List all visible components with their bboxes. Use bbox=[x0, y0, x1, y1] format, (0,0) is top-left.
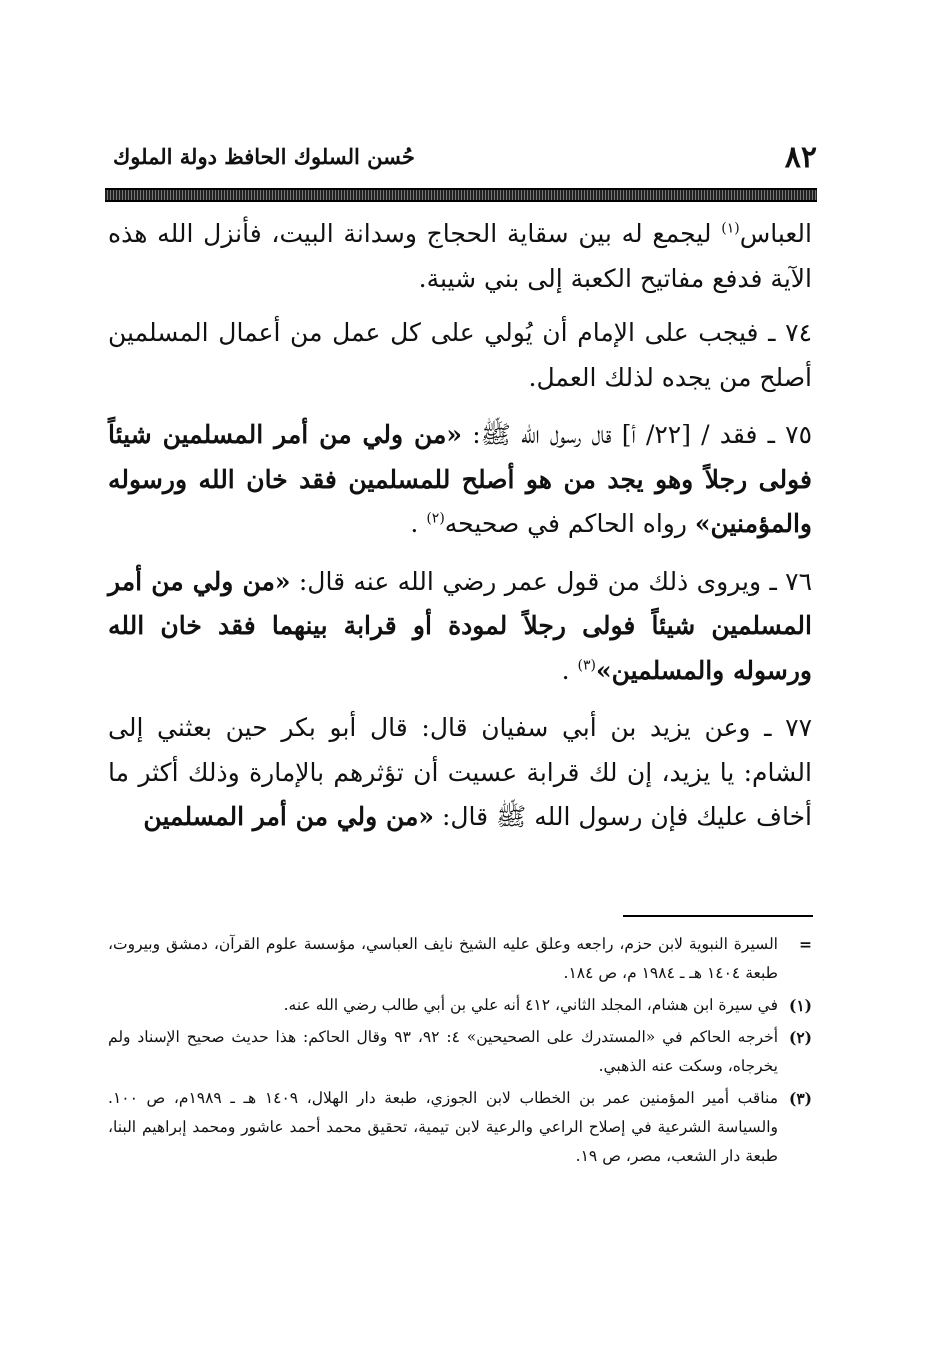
footnote-marker: (٢) bbox=[788, 1028, 812, 1047]
paragraph-intro: ٧٧ ـ وعن يزيد بن أبي سفيان قال: قال أبو بكر حين بعثني إلى الشام: يا يزيد، إن لك قرابة عسيت أن تؤثرهم بالإمارة وذلك أكثر ما أخاف عليك فإن رسول الله ﷺ قال: bbox=[108, 713, 812, 831]
footnote-marker: (١) bbox=[788, 996, 812, 1015]
paragraph-76 bbox=[108, 560, 812, 694]
main-text bbox=[108, 212, 812, 853]
hadith-quote: «من ولي من أمر المسلمين شيئاً فولى رجلاً وهو يجد من هو أصلح للمسلمين فقد خان الله ورسوله والمؤمنين» bbox=[108, 420, 812, 538]
paragraph-intro: ٧٦ ـ ويروى ذلك من قول عمر رضي الله عنه قال: bbox=[290, 566, 812, 596]
footnote-2 bbox=[108, 1023, 812, 1081]
footnote-ref: (٢) bbox=[426, 510, 445, 527]
footnote-3 bbox=[108, 1084, 812, 1171]
paragraph-outro: رواه الحاكم في صحيحه bbox=[444, 509, 695, 538]
page-header bbox=[105, 138, 817, 184]
paragraph-75 bbox=[108, 413, 812, 547]
quote: «من ولي من أمر المسلمين bbox=[143, 802, 434, 831]
footnote-marker: (٣) bbox=[788, 1089, 812, 1108]
footnote-separator bbox=[623, 915, 813, 917]
paragraph-end: . bbox=[410, 509, 427, 538]
footnote-continuation bbox=[108, 930, 812, 988]
quote: «من ولي من أمر المسلمين شيئاً فولى رجلاً لمودة أو قرابة بينهما فقد خان الله ورسوله والمسلمين» bbox=[108, 566, 812, 685]
running-title: حُسن السلوك الحافظ دولة الملوك bbox=[113, 144, 415, 169]
footnote-text: مناقب أمير المؤمنين عمر بن الخطاب لابن الجوزي، طبعة دار الهلال، ١٤٠٩ هـ ـ ١٩٨٩م، ص ١٠٠. والسياسة الشرعية في إصلاح الراعي والرعية لابن تيمية، تحقيق محمد أحمد عاشور ومحمد إبراهيم البنا، طبعة دار الشعب، مصر، ص ١٩. bbox=[108, 1089, 778, 1165]
paragraph-continuation bbox=[108, 212, 812, 301]
footnote-ref: (١) bbox=[721, 220, 740, 237]
footnote-text: في سيرة ابن هشام، المجلد الثاني، ٤١٢ أنه علي بن أبي طالب رضي الله عنه. bbox=[283, 996, 778, 1014]
paragraph-text: العباس bbox=[739, 219, 812, 248]
footnote-marker: = bbox=[799, 935, 812, 954]
paragraph-end: . bbox=[561, 655, 578, 685]
footnotes bbox=[108, 930, 812, 1174]
paragraph-77 bbox=[108, 706, 812, 840]
footnote-ref: (٣) bbox=[577, 657, 596, 674]
footnote-1 bbox=[108, 991, 812, 1020]
paragraph-74 bbox=[108, 311, 812, 400]
paragraph-intro: ٧٥ ـ فقد / [٢٢/ أ] قال رسول الله ﷺ: bbox=[462, 420, 812, 449]
footnote-text: السيرة النبوية لابن حزم، راجعه وعلق عليه الشيخ نايف العباسي، مؤسسة علوم القرآن، دمشق وبيروت، طبعة ١٤٠٤ هـ ـ ١٩٨٤ م، ص ١٨٤. bbox=[108, 935, 778, 982]
header-rule bbox=[105, 188, 817, 202]
footnote-text: أخرجه الحاكم في «المستدرك على الصحيحين» ٤: ٩٢، ٩٣ وقال الحاكم: هذا حديث صحيح الإسناد ولم يخرجاه، وسكت عنه الذهبي. bbox=[108, 1028, 779, 1075]
paragraph-text: ٧٤ ـ فيجب على الإمام أن يُولي على كل عمل من أعمال المسلمين أصلح من يجده لذلك العمل. bbox=[108, 318, 812, 392]
paragraph-text: ليجمع له بين سقاية الحجاج وسدانة البيت، فأنزل الله هذه الآية فدفع مفاتيح الكعبة إلى بني شيبة. bbox=[108, 219, 812, 293]
page-number: ٨٢ bbox=[784, 140, 817, 175]
